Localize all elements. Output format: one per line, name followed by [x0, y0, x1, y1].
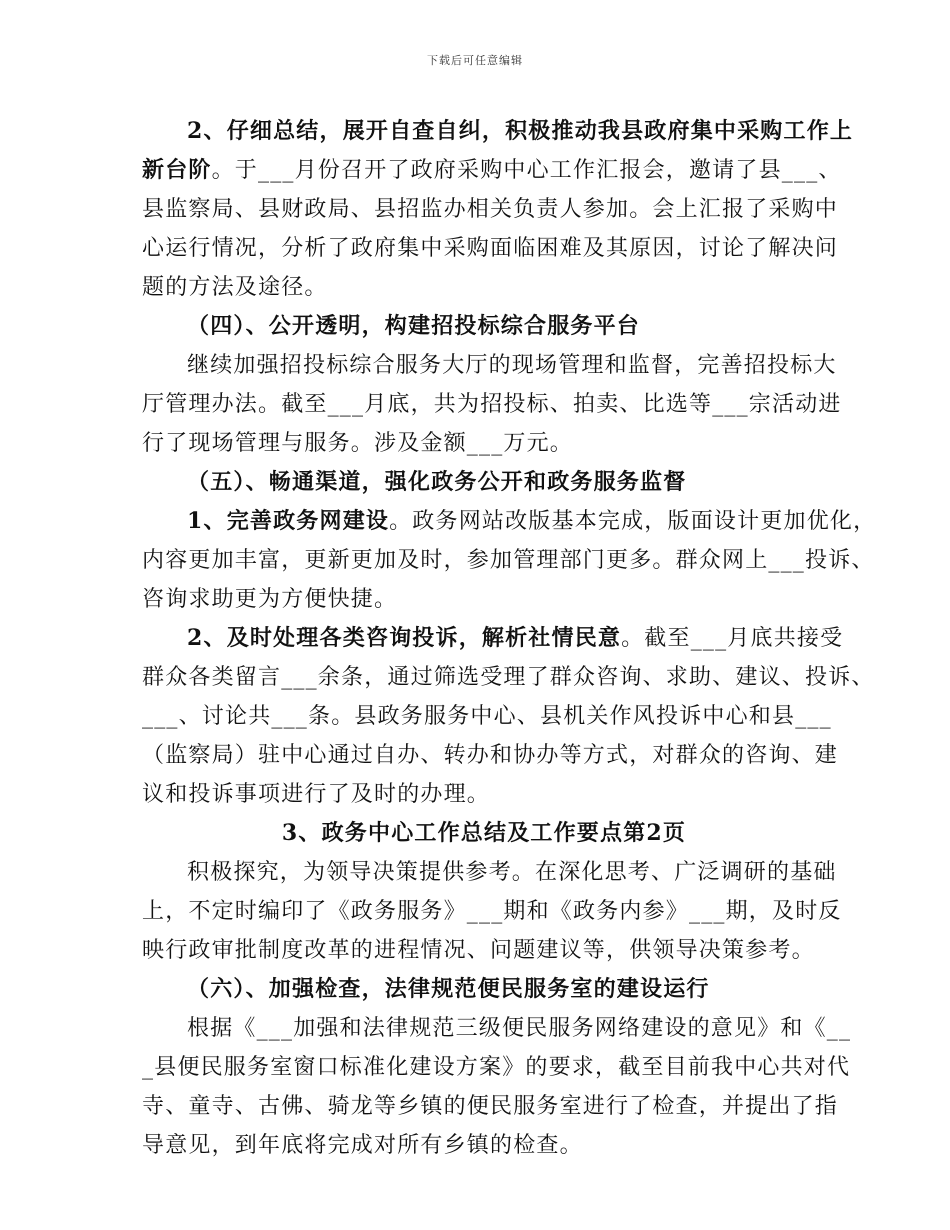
- paragraph-6-line-1: 根据《___加强和法律规范三级便民服务网络建设的意见》和《__: [187, 1016, 852, 1041]
- paragraph-3-line-1-text: 。政务网站改版基本完成，版面设计更加优化，: [389, 509, 877, 534]
- paragraph-4-line-4: （监察局）驻中心通过自办、转办和协办等方式，对群众的咨询、建: [142, 743, 839, 768]
- paragraph-1-line-2-text: 。于___月份召开了政府采购中心工作汇报会，邀请了县___、: [211, 158, 842, 183]
- paragraph-6-line-3: 寺、童寺、古佛、骑龙等乡镇的便民服务室进行了检查，并提出了指: [142, 1094, 839, 1119]
- paragraph-5-line-2: 上，不定时编印了《政务服务》___期和《政务内参》___期，及时反: [142, 899, 842, 924]
- section-heading-6: （六）、加强检查，法律规范便民服务室的建设运行: [187, 976, 710, 1002]
- paragraph-3-line-3: 咨询求助更为方便快捷。: [142, 587, 398, 612]
- page-header-note: 下载后可任意编辑: [427, 54, 523, 67]
- paragraph-6-line-2: _县便民服务室窗口标准化建设方案》的要求，截至目前我中心共对代: [142, 1055, 851, 1080]
- paragraph-2-line-2: 厅管理办法。截至___月底，共为招投标、拍卖、比选等___宗活动进: [142, 392, 842, 417]
- paragraph-1-bold-lead: 新台阶: [142, 157, 212, 183]
- paragraph-3-line-1: [142, 502, 877, 541]
- paragraph-1-line-2: [142, 151, 842, 190]
- section-heading-4: （四）、公开透明，构建招投标综合服务平台: [187, 313, 641, 339]
- section-heading-5: （五）、畅通渠道，强化政务公开和政务服务监督: [187, 469, 687, 495]
- paragraph-4-line-2: 群众各类留言___余条，通过筛选受理了群众咨询、求助、建议、投诉、: [142, 665, 875, 690]
- paragraph-4-line-5: 议和投诉事项进行了及时的办理。: [142, 782, 491, 807]
- paragraph-2-line-1: 继续加强招投标综合服务大厅的现场管理和监督，完善招投标大: [187, 353, 837, 378]
- paragraph-1-line-1: 2、仔细总结，展开自查自纠，积极推动我县政府集中采购工作上: [187, 118, 854, 144]
- paragraph-3-line-2: 内容更加丰富，更新更加及时，参加管理部门更多。群众网上___投诉、: [142, 548, 875, 573]
- paragraph-1-line-3: 县监察局、县财政局、县招监办相关负责人参加。会上汇报了采购中: [142, 197, 839, 222]
- page-continuation-heading: 3、政务中心工作总结及工作要点第2页: [281, 820, 687, 846]
- paragraph-2-line-3: 行了现场管理与服务。涉及金额___万元。: [142, 431, 574, 456]
- paragraph-4-line-1: [142, 619, 844, 658]
- paragraph-6-line-4: 导意见，到年底将完成对所有乡镇的检查。: [142, 1133, 583, 1158]
- paragraph-4-line-1-text: 。截至___月底共接受: [621, 626, 844, 651]
- document-body: [142, 112, 877, 1165]
- paragraph-5-line-3: 映行政审批制度改革的进程情况、问题建议等，供领导决策参考。: [142, 938, 815, 963]
- paragraph-5-line-1: 积极探究，为领导决策提供参考。在深化思考、广泛调研的基础: [187, 860, 837, 885]
- paragraph-4-bold-lead: 2、及时处理各类咨询投诉，解析社情民意: [187, 625, 622, 651]
- paragraph-1-line-4: 心运行情况，分析了政府集中采购面临困难及其原因，讨论了解决问: [142, 236, 839, 261]
- paragraph-4-line-3: ___、讨论共___条。县政务服务中心、县机关作风投诉中心和县___: [142, 704, 832, 729]
- paragraph-3-bold-lead: 1、完善政务网建设: [187, 508, 390, 534]
- paragraph-1-line-5: 题的方法及途径。: [142, 275, 328, 300]
